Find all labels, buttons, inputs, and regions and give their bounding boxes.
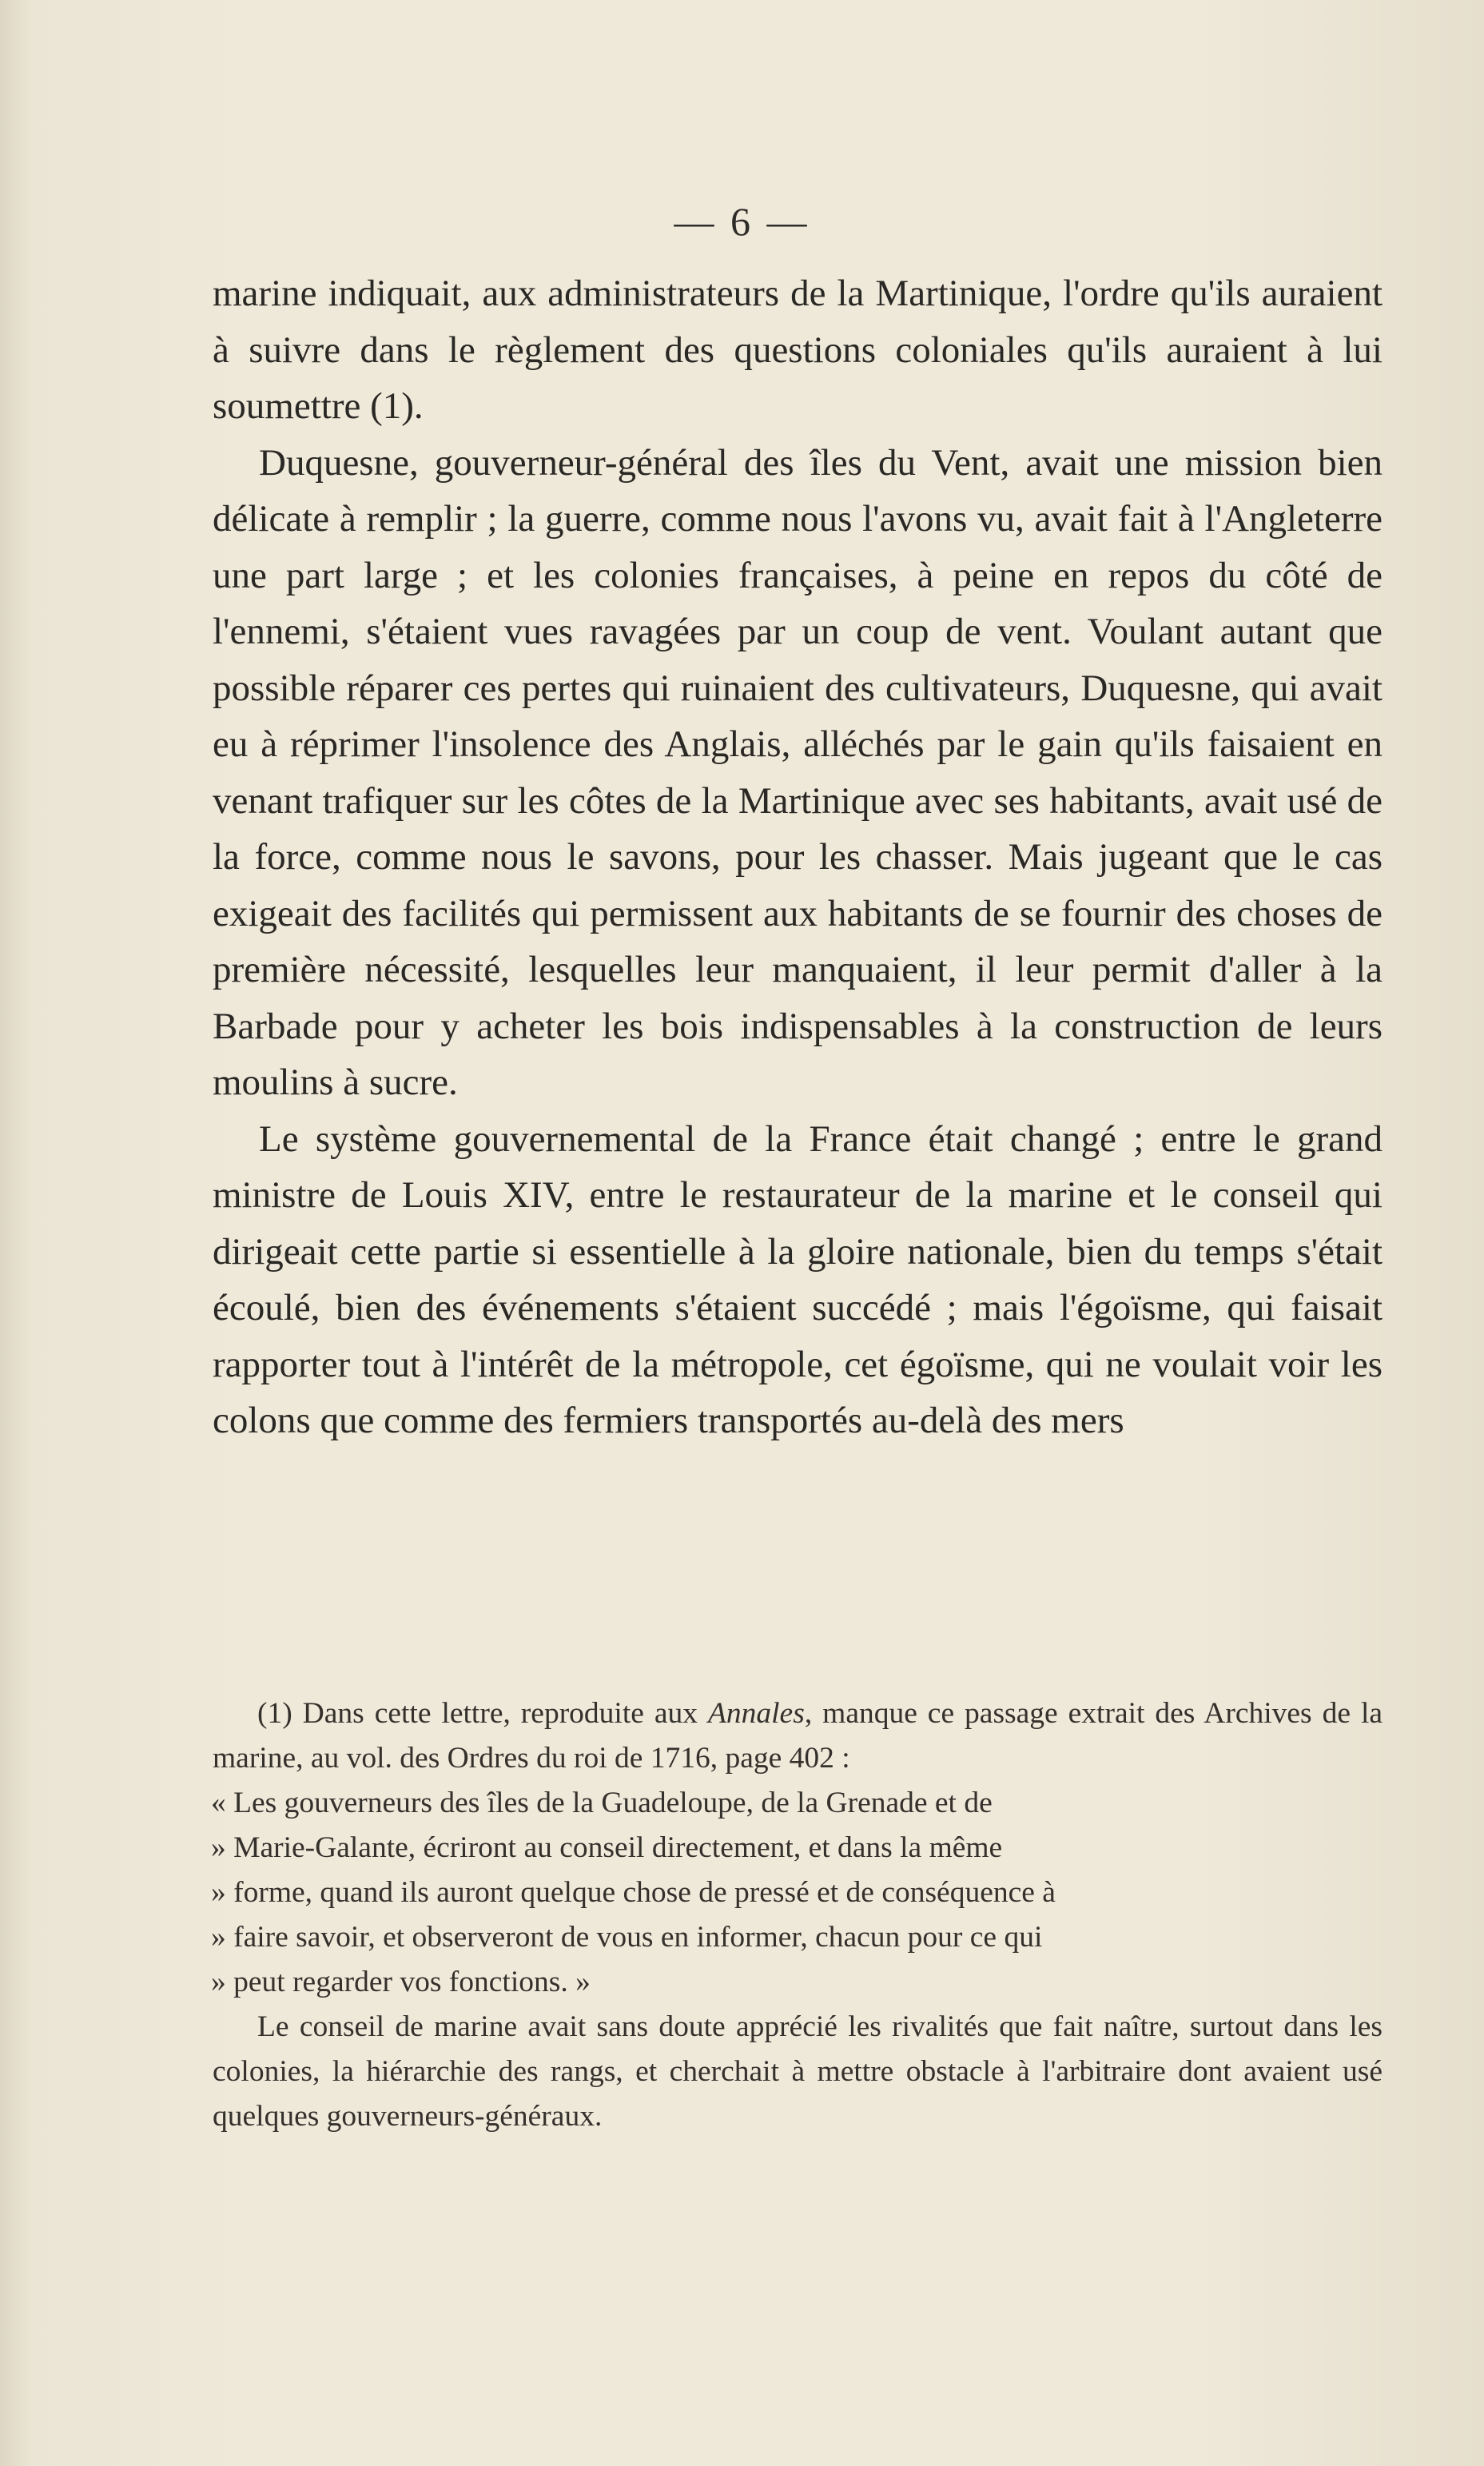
paragraph-duquesne: Duquesne, gouverneur-général des îles du Vent, avait une mission bien délicate à remplir ; la guerre, comme nous l'avons vu, avait fait à l'Angleterre une part large ; et les colonies françaises, à peine en repos du côté de l'ennemi, s'étaient vues ravagées par un coup de vent. Voulant autant que possible réparer ces pertes qui ruinaient des cultivateurs, Duquesne, qui avait eu à réprimer l'insolence des Anglais, alléchés par le gain qu'ils faisaient en venant trafiquer sur les côtes de la Martinique avec ses habitants, avait usé de la force, comme nous le savons, pour les chasser. Mais jugeant que le cas exigeait des facilités qui permissent aux habitants de se fournir des choses de première nécessité, lesquelles leur manquaient, il leur permit d'aller à la Barbade pour y acheter les bois indispensables à la construction de leurs moulins à sucre. xyxy=(213,441,1383,1103)
footnote-quote-line: » faire savoir, et observeront de vous en informer, chacun pour ce qui xyxy=(211,1921,1043,1954)
main-text xyxy=(213,265,1383,1449)
footnote-intro xyxy=(213,1691,1383,1781)
footnote-intro-start: (1) Dans cette lettre, reproduite aux xyxy=(257,1697,708,1730)
footnote-closing: Le conseil de marine avait sans doute apprécié les rivalités que fait naître, surtout dans les colonies, la hiérarchie des rangs, et cherchait à mettre obstacle à l'arbitraire dont avaient usé quelques gouverneurs-généraux. xyxy=(213,2010,1383,2133)
footnote-quote-line: » Marie-Galante, écriront au conseil directement, et dans la même xyxy=(211,1831,1003,1864)
page-number: — 6 — xyxy=(674,199,810,244)
paragraph-continuation: marine indiquait, aux administrateurs de la Martinique, l'ordre qu'ils auraient à suivre dans le règlement des questions coloniales qu'ils auraient à lui soumettre (1). xyxy=(213,273,1383,427)
footnote-intro-end: , manque ce passage extrait des Archives de la marine, au vol. des Ordres du roi de 1716, page 402 : xyxy=(213,1697,1383,1775)
footnote-quote-line: » peut regarder vos fonctions. » xyxy=(211,1966,591,1998)
paragraph-systeme: Le système gouvernemental de la France était changé ; entre le grand ministre de Louis XIV, entre le restaurateur de la marine et le conseil qui dirigeait cette partie si essentielle à la gloire nationale, bien du temps s'était écoulé, bien des événements s'étaient succédé ; mais l'égoïsme, qui faisait rapporter tout à l'intérêt de la métropole, cet égoïsme, qui ne voulait voir les colons que comme des fermiers transportés au-delà des mers xyxy=(213,1117,1383,1441)
footnote-quote-line: « Les gouverneurs des îles de la Guadeloupe, de la Grenade et de xyxy=(211,1787,993,1819)
footnote-quote-line: » forme, quand ils auront quelque chose de pressé et de conséquence à xyxy=(211,1876,1056,1909)
footnote xyxy=(213,1691,1383,2139)
footnote-annales: Annales xyxy=(707,1697,805,1730)
